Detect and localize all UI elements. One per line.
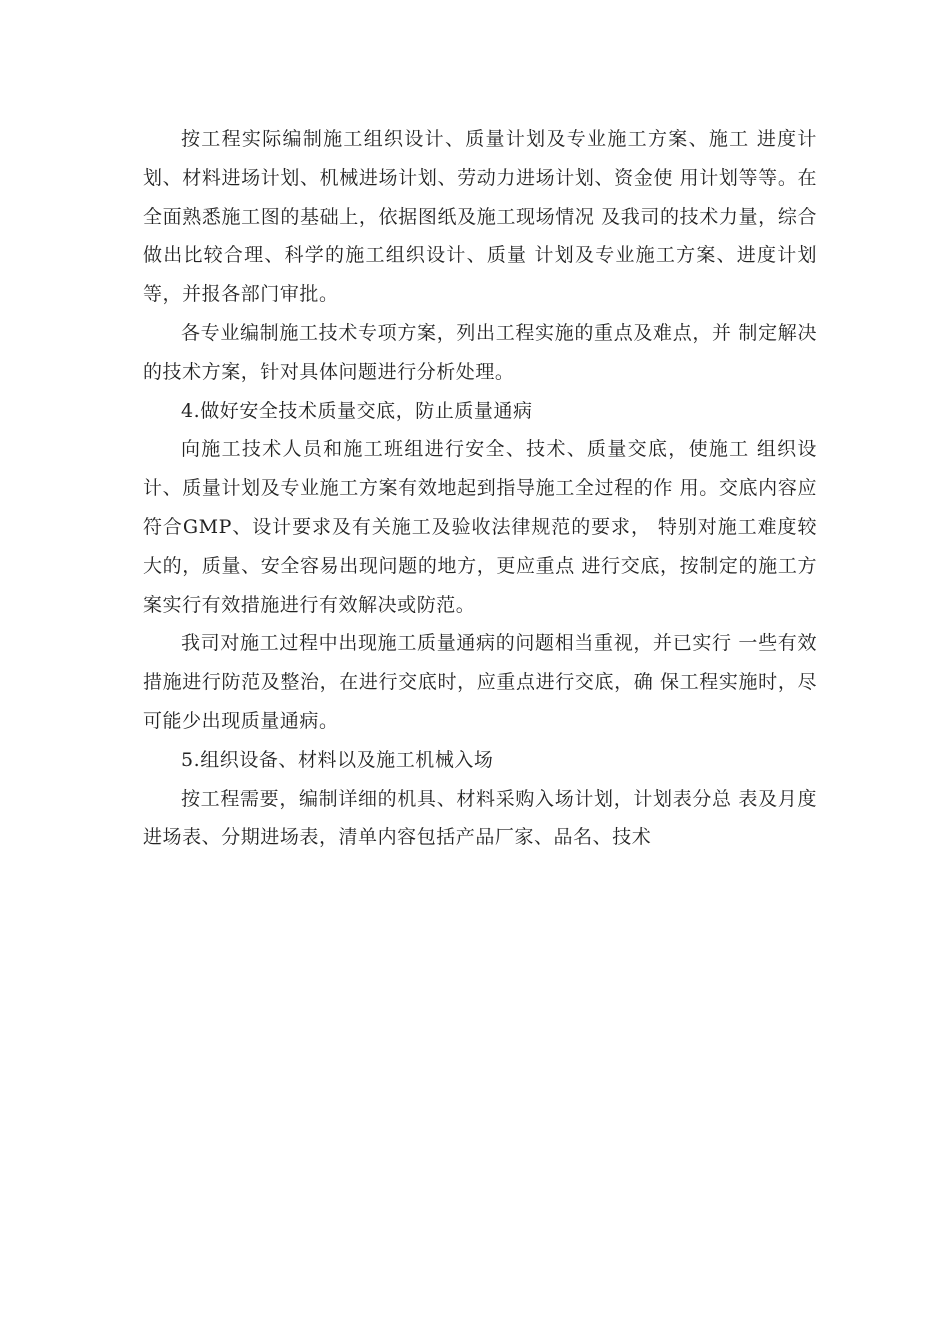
- paragraph-safety-briefing: 向施工技术人员和施工班组进行安全、技术、质量交底，使施工 组织设计、质量计划及专业施工方案有效地起到指导施工全过程的作 用。交底内容应符合GMP、设计要求及有关施工及验收法律规范的要求， 特别对施工难度较大的，质量、安全容易出现问题的地方，更应重点 进行交底，按制定的施工方案实行有效措施进行有效解决或防范。: [143, 438, 817, 616]
- paragraph-quality-defects: 我司对施工过程中出现施工质量通病的问题相当重视，并已实行 一些有效措施进行防范及整治，在进行交底时，应重点进行交底，确 保工程实施时，尽可能少出现质量通病。: [143, 632, 817, 732]
- section-heading-5: 5.组织设备、材料以及施工机械入场: [181, 748, 494, 771]
- paragraph-construction-planning: 按工程实际编制施工组织设计、质量计划及专业施工方案、施工 进度计划、材料进场计划、机械进场计划、劳动力进场计划、资金使 用计划等等。在全面熟悉施工图的基础上，依据图纸及施工现场情况 及我司的技术力量，综合做出比较合理、科学的施工组织设计、质量 计划及专业施工方案、进度计划等，并报各部门审批。: [143, 128, 817, 306]
- section-heading-4: 4.做好安全技术质量交底，防止质量通病: [181, 399, 533, 422]
- paragraph-technical-schemes: 各专业编制施工技术专项方案，列出工程实施的重点及难点，并 制定解决的技术方案，针对具体问题进行分析处理。: [143, 321, 817, 383]
- paragraph-equipment-entry: 按工程需要，编制详细的机具、材料采购入场计划，计划表分总 表及月度进场表、分期进场表，清单内容包括产品厂家、品名、技术: [143, 787, 817, 849]
- document-page: [143, 120, 817, 857]
